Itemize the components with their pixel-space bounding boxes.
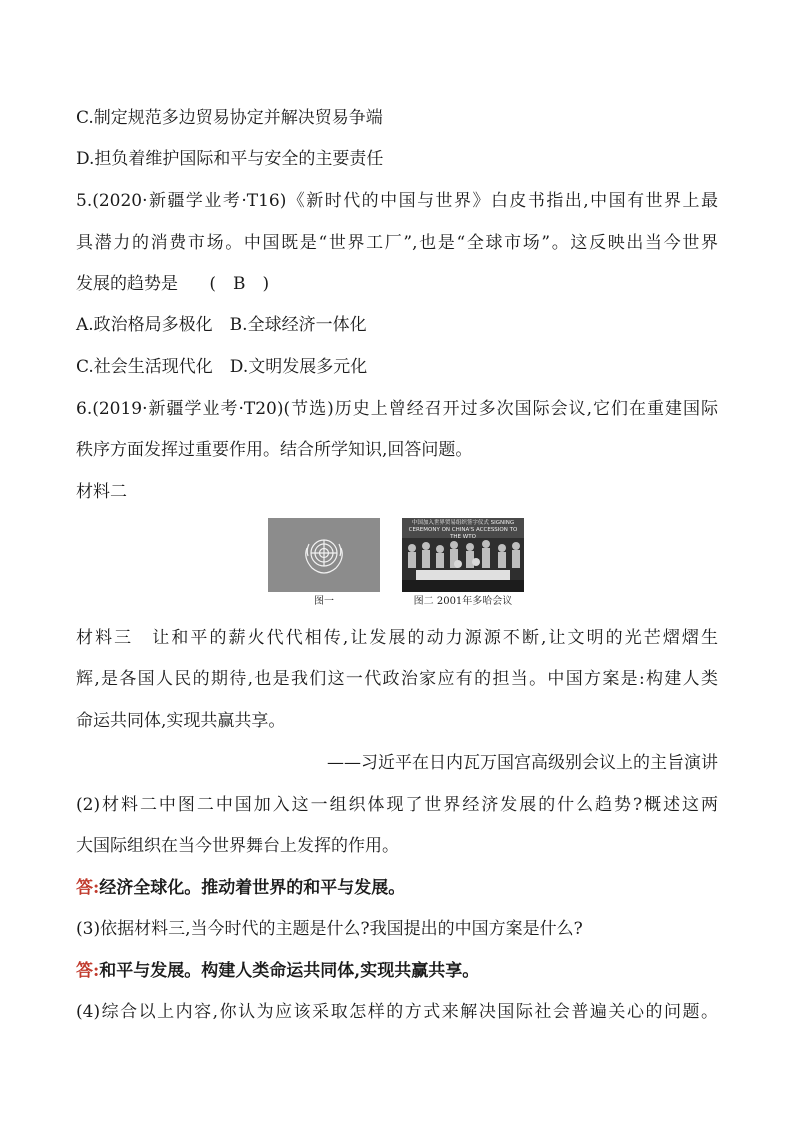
q5-stem-line-1: 5.(2020·新疆学业考·T16)《新时代的中国与世界》白皮书指出,中国有世界上最 <box>76 191 718 211</box>
sub-question-4: (4)综合以上内容,你认为应该采取怎样的方式来解决国际社会普遍关心的问题。 <box>76 1002 718 1022</box>
figure-2-caption: 图二 2001年多哈会议 <box>413 596 513 607</box>
material-3-line-1: 材料三 让和平的薪火代代相传,让发展的动力源源不断,让文明的光芒熠熠生 <box>76 628 718 648</box>
q6-stem-line-1: 6.(2019·新疆学业考·T20)(节选)历史上曾经召开过多次国际会议,它们在重建国际 <box>76 399 718 419</box>
figure-1 <box>268 518 380 609</box>
sub-question-3-answer <box>76 959 718 983</box>
q5-stem-line-2: 具潜力的消费市场。中国既是“世界工厂”,也是“全球市场”。这反映出当今世界 <box>76 233 718 253</box>
sub-question-2-answer <box>76 876 718 900</box>
sub-question-2-line-2: 大国际组织在当今世界舞台上发挥的作用。 <box>76 836 399 856</box>
material-3-line-2: 辉,是各国人民的期待,也是我们这一代政治家应有的担当。中国方案是:构建人类 <box>76 669 718 689</box>
photo-banner-text: 中国加入世界贸易组织签字仪式 SIGNING CEREMONY ON CHINA'S ACCESSION TO THE WTO <box>408 520 518 540</box>
q5-stem-line-3 <box>76 272 718 296</box>
q4-option-c: C.制定规范多边贸易协定并解决贸易争端 <box>76 108 383 128</box>
q5-answer-bracket: ( B ) <box>209 274 270 294</box>
material-3-source: ——习近平在日内瓦万国宫高级别会议上的主旨演讲 <box>327 753 718 773</box>
q5-stem-text: 发展的趋势是 <box>76 274 178 294</box>
un-flag-image <box>268 518 380 592</box>
answer-label: 答: <box>76 878 100 898</box>
sub-question-3: (3)依据材料三,当今时代的主题是什么?我国提出的中国方案是什么? <box>76 919 583 939</box>
q6-stem-line-2: 秩序方面发挥过重要作用。结合所学知识,回答问题。 <box>76 440 473 460</box>
material-2-label: 材料二 <box>76 482 127 502</box>
sub-question-2-line-1: (2)材料二中图二中国加入这一组织体现了世界经济发展的什么趋势?概述这两 <box>76 795 718 815</box>
answer-label: 答: <box>76 961 100 981</box>
material-3-line-3: 命运共同体,实现共赢共享。 <box>76 711 286 731</box>
sub-3-answer-text: 和平与发展。构建人类命运共同体,实现共赢共享。 <box>99 961 480 981</box>
doha-conference-photo <box>402 518 524 592</box>
q4-option-d: D.担负着维护国际和平与安全的主要责任 <box>76 149 384 169</box>
un-emblem-icon <box>268 518 380 592</box>
material-2-figures <box>0 518 794 610</box>
figure-2 <box>402 518 524 609</box>
figure-1-caption: 图一 <box>314 596 334 607</box>
q5-options-ab: A.政治格局多极化 B.全球经济一体化 <box>76 315 367 335</box>
q5-options-cd: C.社会生活现代化 D.文明发展多元化 <box>76 357 368 377</box>
sub-2-answer-text: 经济全球化。推动着世界的和平与发展。 <box>99 878 406 898</box>
